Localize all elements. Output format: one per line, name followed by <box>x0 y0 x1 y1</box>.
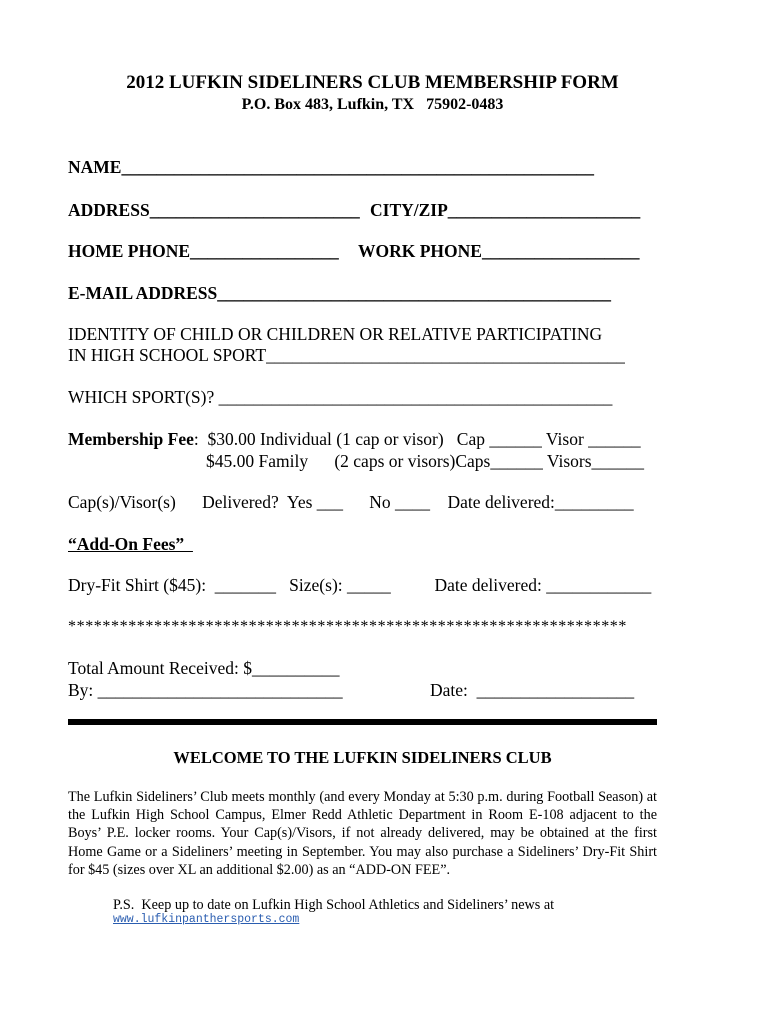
membership-fee-family-row[interactable]: $45.00 Family (2 caps or visors)Caps______ Visors______ <box>206 451 645 471</box>
form-mailing-address: P.O. Box 483, Lufkin, TX 75902-0483 <box>241 96 504 113</box>
welcome-paragraph: The Lufkin Sideliners’ Club meets monthly (and every Monday at 5:30 p.m. during Football Season) at the Lufkin High School Campus, Elmer Redd Athletic Department in Room E-108 adjacent to the Boys’ P.E. locker rooms. Your Cap(s)/Visors, if not already delivered, may be obtained at the first Home Game or a Sideliners’ meeting in September. You may also purchase a Sideliners’ Dry-Fit Shirt for $45 (sizes over XL an additional $2.00) as an “ADD-ON FEE”. <box>68 789 657 878</box>
name-field[interactable]: NAME______________________________________________________ <box>68 157 594 177</box>
welcome-heading: WELCOME TO THE LUFKIN SIDELINERS CLUB <box>173 748 552 767</box>
city-zip-field[interactable]: CITY/ZIP______________________ <box>370 200 641 220</box>
dry-fit-shirt-row[interactable]: Dry-Fit Shirt ($45): _______ Size(s): _____ Date delivered: ____________ <box>68 575 652 595</box>
membership-fee-individual: : $30.00 Individual (1 cap or visor) Cap ______ Visor ______ <box>193 429 641 449</box>
total-amount-field[interactable]: Total Amount Received: $__________ <box>68 658 340 678</box>
home-phone-field[interactable]: HOME PHONE_________________ <box>68 241 339 261</box>
form-title: 2012 LUFKIN SIDELINERS CLUB MEMBERSHIP FORM <box>126 72 619 93</box>
separator-stars: ***************************************************************** <box>68 618 627 635</box>
website-link[interactable]: www.lufkinpanthersports.com <box>113 913 300 926</box>
work-phone-field[interactable]: WORK PHONE__________________ <box>358 241 640 261</box>
email-field[interactable]: E-MAIL ADDRESS_____________________________________________ <box>68 283 612 303</box>
identity-label: IDENTITY OF CHILD OR CHILDREN OR RELATIVE PARTICIPATING <box>68 324 603 344</box>
membership-fee-individual-row[interactable] <box>68 429 641 449</box>
add-on-fees-heading: “Add-On Fees” <box>68 534 193 554</box>
cap-visor-delivered-row[interactable]: Cap(s)/Visor(s) Delivered? Yes ___ No ____ Date delivered:_________ <box>68 492 634 512</box>
ps-note: P.S. Keep up to date on Lufkin High School Athletics and Sideliners’ news at <box>113 897 555 913</box>
address-field[interactable]: ADDRESS________________________ <box>68 200 360 220</box>
divider-rule <box>68 719 657 725</box>
received-by-field[interactable]: By: ____________________________ <box>68 680 343 700</box>
identity-field[interactable]: IN HIGH SCHOOL SPORT_________________________________________ <box>68 345 625 365</box>
which-sport-field[interactable]: WHICH SPORT(S)? _____________________________________________ <box>68 387 613 407</box>
received-date-field[interactable]: Date: __________________ <box>430 680 635 700</box>
membership-fee-label: Membership Fee <box>68 429 194 449</box>
